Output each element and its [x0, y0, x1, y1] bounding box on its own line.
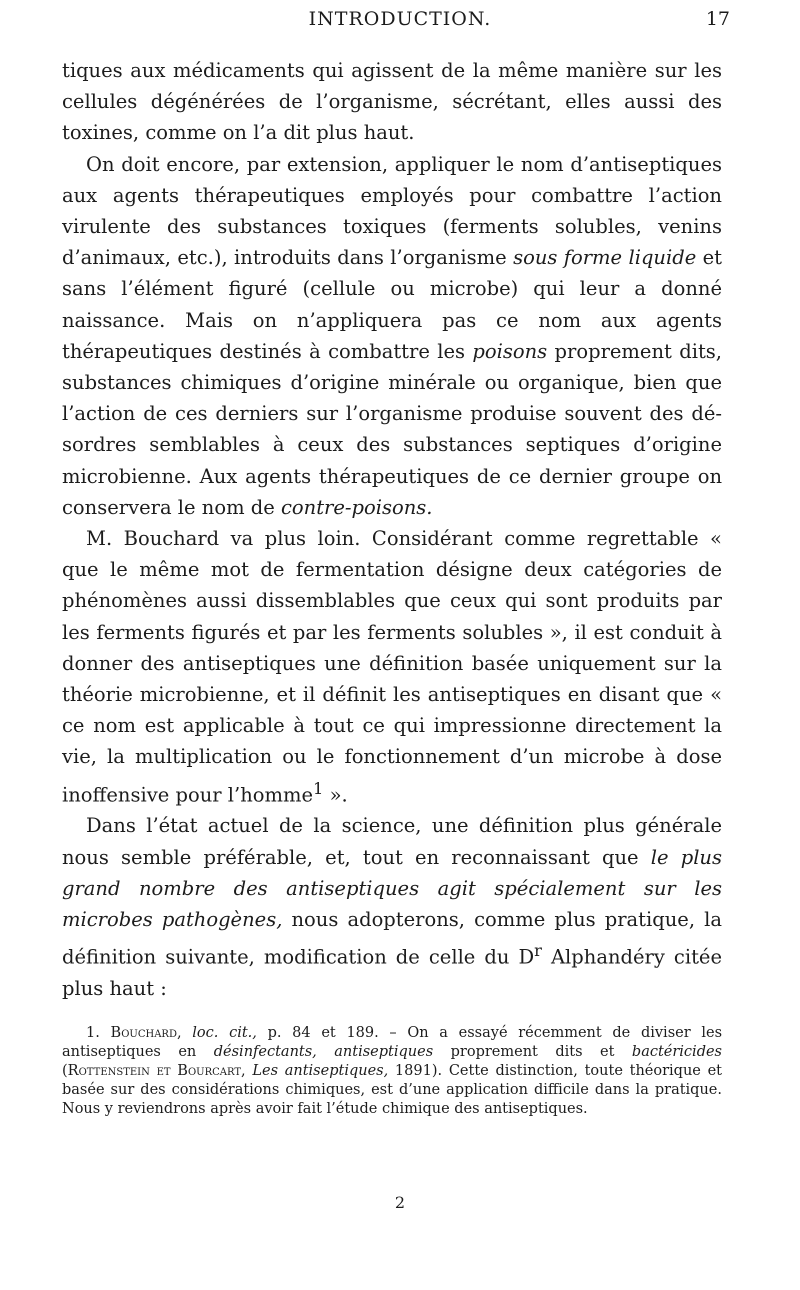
text-run: proprement dits, substances chimiques d’origine minérale ou organique, bien que l’action de ces derniers sur l’organisme produise souvent des désordres semblables à ceux des substances septiques d’origine microbienne. Aux agents thérapeutiques de ce dernier groupe on conservera le nom de	[62, 339, 722, 519]
italic-text: poisons	[472, 339, 548, 363]
italic-text: le plus grand nombre des antiseptiques agit spécialement sur les microbes pathogènes,	[62, 845, 722, 931]
superscript: r	[534, 941, 542, 961]
page-number: 17	[705, 8, 730, 30]
footnote	[62, 1024, 722, 1119]
text-run: et sans l’élément figuré (cellule ou microbe) qui leur a donné naissance. Mais on n’appliquera pas ce nom aux agents thérapeutiques destinés à combattre les	[62, 246, 723, 363]
paragraph	[62, 55, 722, 149]
text-run: nous adopterons, comme plus pratique, la définition suivante, modification de celle du D	[62, 907, 722, 969]
paragraph	[62, 523, 722, 810]
text-run: ».	[323, 783, 348, 807]
text-run: p. 84 et 189. – On a essayé récemment de diviser les antiseptiques en	[62, 1025, 723, 1060]
text-run: proprement dits et	[433, 1044, 632, 1060]
text-run: M. Bouchard va plus loin. Considérant comme regrettable « que le même mot de fermentation désigne deux catégories de phénomènes aussi dissemblables que ceux qui sont produits par les ferments figurés et par les ferments solubles », il est conduit à donner des antiseptiques une définition basée uniquement sur la théorie microbienne, et il définit les antiseptiques en disant que « ce nom est applicable à tout ce qui impressionne directement la vie, la multiplication ou le fonctionnement d’un microbe à dose inoffensive pour l’homme	[62, 527, 722, 807]
italic-text: sous forme liquide	[513, 246, 697, 270]
italic-text: désinfectants, antiseptiques	[213, 1044, 434, 1060]
superscript: 1	[313, 778, 324, 798]
signature-mark: 2	[394, 1193, 406, 1212]
footnote-text	[62, 1024, 722, 1119]
text-run: (	[62, 1063, 68, 1079]
text-run: 1.	[86, 1025, 111, 1041]
paragraph	[62, 810, 722, 1004]
text-run: Alphandéry citée plus haut :	[62, 945, 722, 1000]
running-head: INTRODUCTION.	[308, 8, 492, 30]
italic-text: contre-poisons.	[280, 495, 433, 519]
text-run: On doit encore, par extension, appliquer le nom d’antiseptiques aux agents thérapeutiques employés pour combattre l’action virulente des substances toxiques (ferments solubles, venins d’animaux, etc.), introduits dans l’organisme	[62, 152, 722, 270]
paragraph	[62, 149, 722, 523]
italic-text: Les antiseptiques,	[252, 1063, 389, 1079]
text-run	[182, 1025, 193, 1041]
italic-text: bactéricides	[631, 1044, 722, 1060]
text-run: 1891). Cette distinction, toute théorique et basée sur des considérations chimiques, est d’une application difficile dans la pratique. Nous y reviendrons après avoir fait l’étude chimique des antiseptiques.	[62, 1063, 723, 1117]
author-name: Rottenstein et Bourcart,	[67, 1063, 246, 1079]
text-run: tiques aux médicaments qui agissent de la même manière sur les cellules dégénérées de l’organisme, sécrétant, elles aussi des toxines, comme on l’a dit plus haut.	[62, 59, 722, 145]
text-run: Dans l’état actuel de la science, une définition plus générale nous semble préférable, et, tout en reconnaissant que	[62, 814, 722, 869]
italic-text: loc. cit.,	[192, 1025, 257, 1041]
body-text	[62, 55, 722, 1004]
author-name: Bouchard,	[110, 1025, 182, 1041]
page-header	[60, 8, 740, 38]
